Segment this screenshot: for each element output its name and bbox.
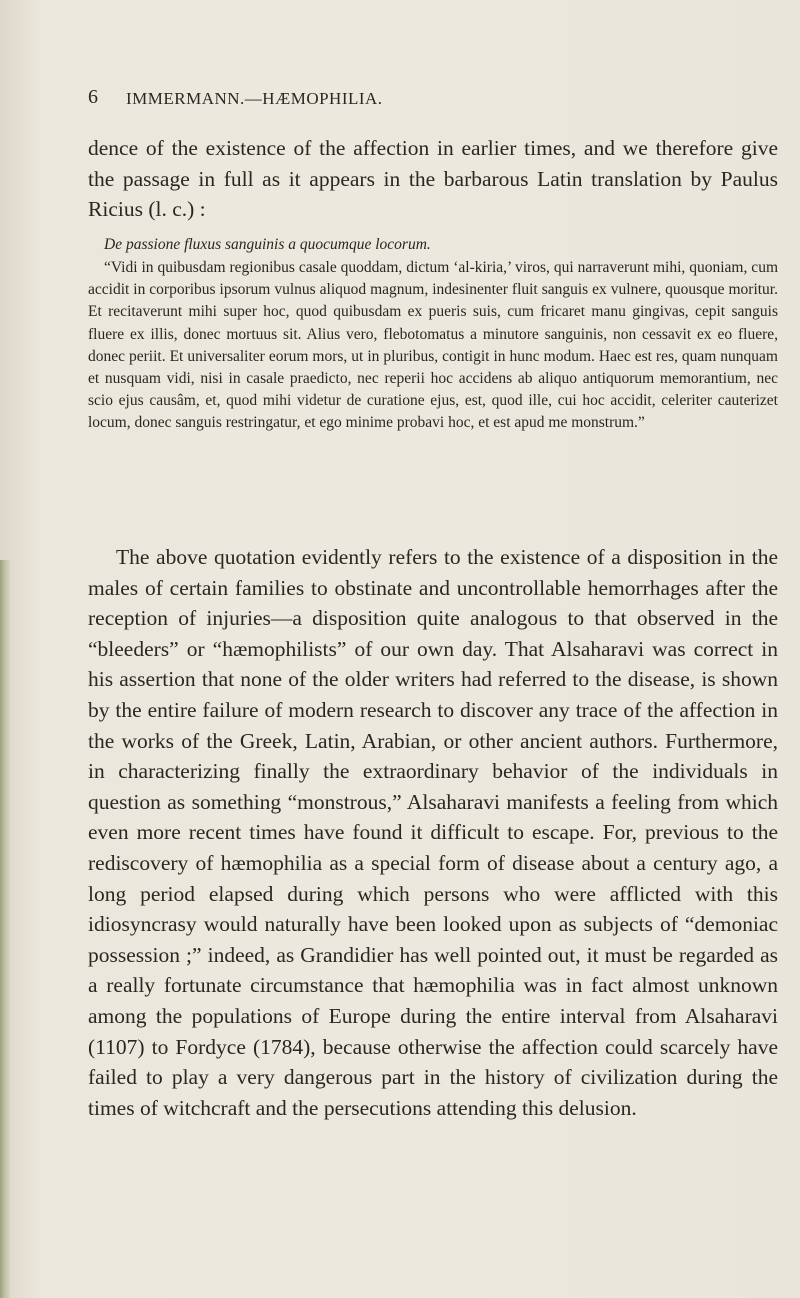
running-title: IMMERMANN.—HÆMOPHILIA. xyxy=(126,89,383,108)
running-head xyxy=(88,86,788,116)
discussion-paragraph: The above quotation evidently refers to the existence of a disposition in the males of certain families to obstinate and uncontrollable hemorrhages after the reception of injuries—a disposition quite analogous to that observed in the “bleeders” or “hæmophilists” of our own day. That Alsaharavi was correct in his assertion that none of the older writers had referred to the disease, is shown by the entire failure of modern research to discover any trace of the affection in the works of the Greek, Latin, Arabian, or other ancient authors. Furthermore, in characterizing finally the extraordinary behavior of the individuals in question as something “monstrous,” Alsaharavi manifests a feeling from which even more recent times have found it difficult to escape. For, previous to the rediscovery of hæmophilia as a special form of disease about a century ago, a long period elapsed during which persons who were afflicted with this idiosyncrasy would naturally have been looked upon as subjects of “demoniac possession ;” indeed, as Grandidier has well pointed out, it must be regarded as a really fortunate circumstance that hæmophilia was in fact almost unknown among the populations of Europe during the entire interval from Alsaharavi (1107) to Fordyce (1784), because otherwise the affection could scarcely have failed to play a very dangerous part in the history of civilization during the times of witchcraft and the persecutions attending this delusion. xyxy=(88,545,778,1120)
binding-edge xyxy=(0,560,10,1298)
page-number: 6 xyxy=(88,86,99,108)
intro-paragraph: dence of the existence of the affection in earlier times, and we therefore give the passage in full as it appears in the barbarous Latin translation by Paulus Ricius (l. c.) : xyxy=(88,136,778,221)
quote-title: De passione fluxus sanguinis a quocumque locorum. xyxy=(104,236,431,253)
latin-quotation: “Vidi in quibusdam regionibus casale quoddam, dictum ‘al-kiria,’ viros, qui narraverunt mihi, quoniam, cum accidit in corporibus ipsorum vulnus aliquod magnum, indesinenter fluit sanguis ex vulnere, quousque moritur. Et recitaverunt mihi super hoc, quod quibusdam ex pueris suis, cum fricaret manu gingivas, cepit sanguis fluere ex illis, donec mortuus sit. Alius vero, flebotomatus a minutore sanguinis, non cessavit ex eo fluere, donec periit. Et universaliter eorum mors, ut in pluribus, contigit in hunc modum. Haec est res, quam nunquam et nusquam vidi, nisi in casale praedicto, nec reperii hoc accidens ab aliquo antiquorum memorantium, nec scio ejus causâm, et, quod mihi videtur de curatione ejus, est, quod ille, cui hoc accidit, celeriter cauterizet locum, donec sanguis restringatur, et ego minime probavi hoc, et est apud me monstrum.” xyxy=(88,259,778,432)
